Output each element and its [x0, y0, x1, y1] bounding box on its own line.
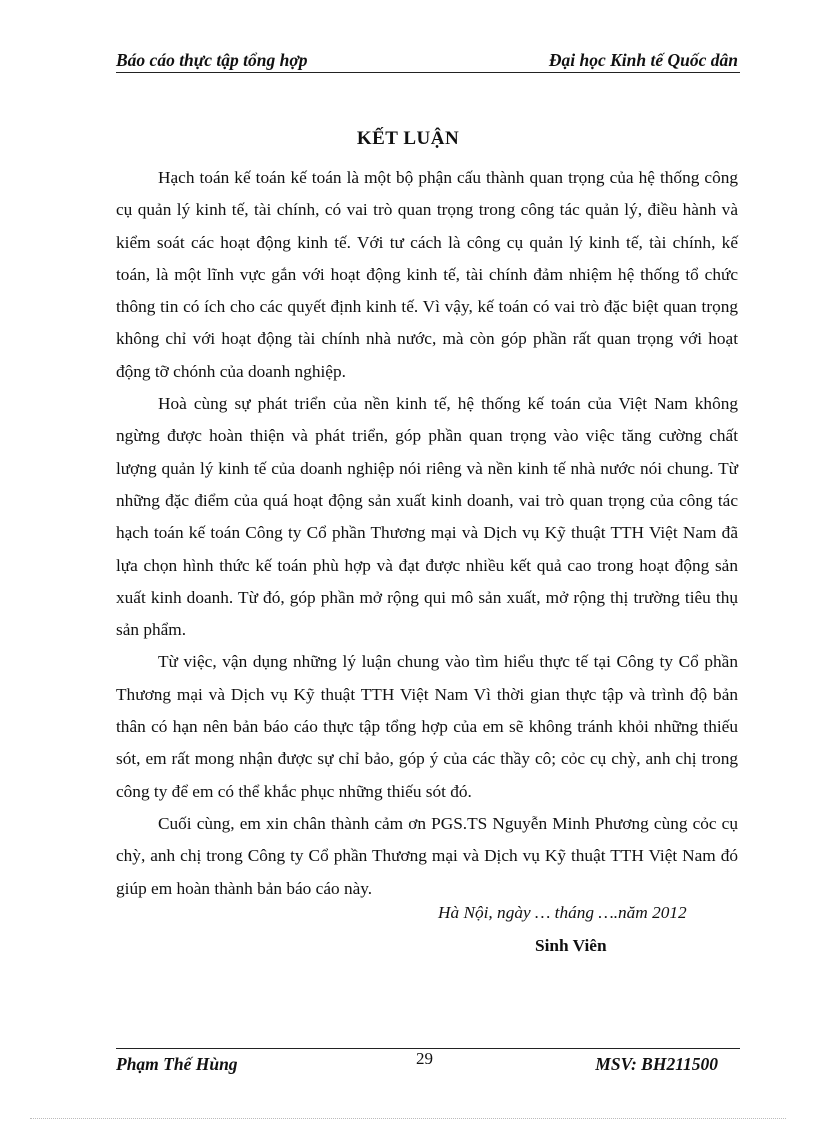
header-university: Đại học Kinh tế Quốc dân	[548, 50, 738, 70]
page-edge-divider	[30, 1118, 786, 1119]
paragraph: Hoà cùng sự phát triển của nền kinh tế, hệ thống kế toán của Việt Nam không ngừng được hoàn thiện và phát triển, góp phần quan trọng vào việc tăng cường chất lượng quản lý kinh tế của doanh nghiệp nói riêng và nền kinh tế nhà nước nói chung. Từ những đặc điểm của quá hoạt động sản xuất kinh doanh, vai trò quan trọng của công tác hạch toán kế toán Công ty Cổ phần Thương mại và Dịch vụ Kỹ thuật TTH Việt Nam đã lựa chọn hình thức kế toán phù hợp và đạt được nhiều kết quả cao trong hoạt động sản xuất kinh doanh. Từ đó, góp phần mở rộng qui mô sản xuất, mở rộng thị trường tiêu thụ sản phẩm.	[116, 394, 738, 640]
footer-author: Phạm Thế Hùng	[116, 1054, 238, 1074]
page-header	[116, 50, 740, 73]
paragraph: Hạch toán kế toán kế toán là một bộ phận cấu thành quan trọng của hệ thống công cụ quản lý kinh tế, tài chính, có vai trò quan trọng trong công tác quản lý, điều hành và kiểm soát các hoạt động kinh tế. Với tư cách là công cụ quản lý kinh tế, tài chính, kế toán, là một lĩnh vực gắn với hoạt động kinh tế, tài chính đảm nhiệm hệ thống tổ chức thông tin có ích cho các quyết định kinh tế. Vì vậy, kế toán có vai trò đặc biệt quan trọng không chỉ với hoạt động tài chính nhà nước, mà còn góp phần rất quan trọng với hoạt động tỡ chónh của doanh nghiệp.	[116, 168, 738, 381]
body-text	[116, 162, 738, 905]
page-title: KẾT LUẬN	[356, 128, 460, 149]
paragraph: Từ việc, vận dụng những lý luận chung vào tìm hiểu thực tế tại Công ty Cổ phần Thương mại và Dịch vụ Kỹ thuật TTH Việt Nam Vì thời gian thực tập và trình độ bản thân có hạn nên bản báo cáo thực tập tổng hợp của em sẽ không tránh khỏi những thiếu sót, em rất mong nhận được sự chỉ bảo, góp ý của các thầy cô; cỏc cụ chỳ, anh chị trong công ty để em có thể khắc phục những thiếu sót đó.	[116, 652, 738, 801]
footer-student-id: MSV: BH211500	[595, 1054, 718, 1074]
page-number: 29	[416, 1049, 433, 1068]
signature-title: Sinh Viên	[535, 936, 607, 955]
page-footer	[116, 1049, 740, 1076]
header-report-title: Báo cáo thực tập tổng hợp	[116, 50, 308, 70]
signature-date: Hà Nội, ngày … tháng ….năm 2012	[438, 903, 687, 922]
paragraph: Cuối cùng, em xin chân thành cảm ơn PGS.TS Nguyễn Minh Phương cùng cỏc cụ chỳ, anh chị trong Công ty Cổ phần Thương mại và Dịch vụ Kỹ thuật TTH Việt Nam đó giúp em hoàn thành bản báo cáo này.	[116, 813, 738, 898]
